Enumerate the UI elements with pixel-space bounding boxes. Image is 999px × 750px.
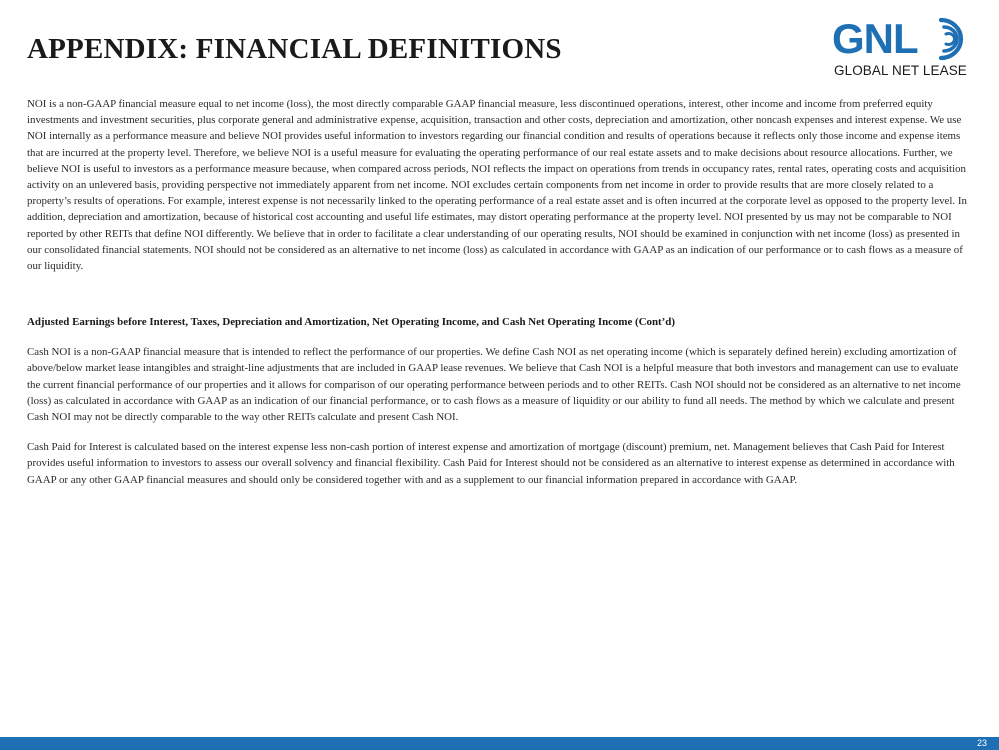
cash-noi-definition-paragraph: Cash NOI is a non-GAAP financial measure that is intended to reflect the performance of our properties. We define Cash NOI as net operating income (which is separately defined herein) excluding amortization of above/below market lease intangibles and straight-line adjustments that are included in GAAP lease revenues. We believe that Cash NOI is a helpful measure that both investors and management can use to evaluate the current financial performance of our properties and it allows for comparison of our operating performance between periods and to other REITs. Cash NOI should not be considered as an alternative to net income (loss) as calculated in accordance with GAAP as an indication of our financial performance, or to cash flows as a measure of liquidity or our ability to fund all needs. The method by which we calculate and present Cash NOI may not be directly comparable to the way other REITs calculate and present Cash NOI.	[27, 346, 961, 424]
logo-tagline: GLOBAL NET LEASE	[834, 63, 967, 78]
logo-letters: GNL	[832, 15, 918, 62]
noi-definition-paragraph: NOI is a non-GAAP financial measure equal to net income (loss), the most directly comparable GAAP financial measure, less discontinued operations, interest, other income and income from preferred equity investments and investment securities, plus corporate general and administrative expense, acquisition, transaction and other costs, depreciation and amortization, other noncash expenses and interest expense. We use NOI internally as a performance measure and believe NOI provides useful information to investors regarding our financial condition and results of operations because it reflects only those income and expense items that are incurred at the property level. Therefore, we believe NOI is a useful measure for evaluating the operating performance of our real estate assets and to make decisions about resource allocations. Further, we believe NOI is useful to investors as a performance measure because, when compared across periods, NOI reflects the impact on operations from trends in occupancy rates, rental rates, operating costs and acquisition activity on an unlevered basis, providing perspective not immediately apparent from net income. NOI excludes certain components from net income in order to provide results that are more closely related to a property’s results of operations. For example, interest expense is not necessarily linked to the operating performance of a real estate asset and is often incurred at the corporate level as opposed to the property level. In addition, depreciation and amortization, because of historical cost accounting and useful life estimates, may distort operating performance at the property level. NOI presented by us may not be comparable to NOI reported by other REITs that define NOI differently. We believe that in order to facilitate a clear understanding of our operating results, NOI should be examined in conjunction with net income (loss) as presented in our consolidated financial statements. NOI should not be considered as an alternative to net income (loss) as calculated in accordance with GAAP as an indication of our performance or to cash flows as a measure of our liquidity.	[27, 98, 967, 273]
section-heading: Adjusted Earnings before Interest, Taxes, Depreciation and Amortization, Net Operating Income, and Cash Net Operating Income (Cont’d)	[27, 316, 675, 329]
company-logo	[832, 14, 982, 84]
swirl-icon	[935, 16, 975, 62]
page-number: 23	[976, 738, 987, 748]
content	[27, 96, 972, 488]
logo-mark	[832, 14, 918, 64]
cash-paid-interest-paragraph: Cash Paid for Interest is calculated based on the interest expense less non-cash portion of interest expense and amortization of mortgage (discount) premium, net. Management believes that Cash Paid for Interest provides useful information to investors to assess our overall solvency and financial flexibility. Cash Paid for Interest should not be considered as an alternative to interest expense as determined in accordance with GAAP or any other GAAP financial measures and should only be considered together with and as a supplement to our financial information prepared in accordance with GAAP.	[27, 441, 955, 486]
page-title: APPENDIX: FINANCIAL DEFINITIONS	[27, 33, 562, 65]
footer-bar	[0, 737, 999, 750]
